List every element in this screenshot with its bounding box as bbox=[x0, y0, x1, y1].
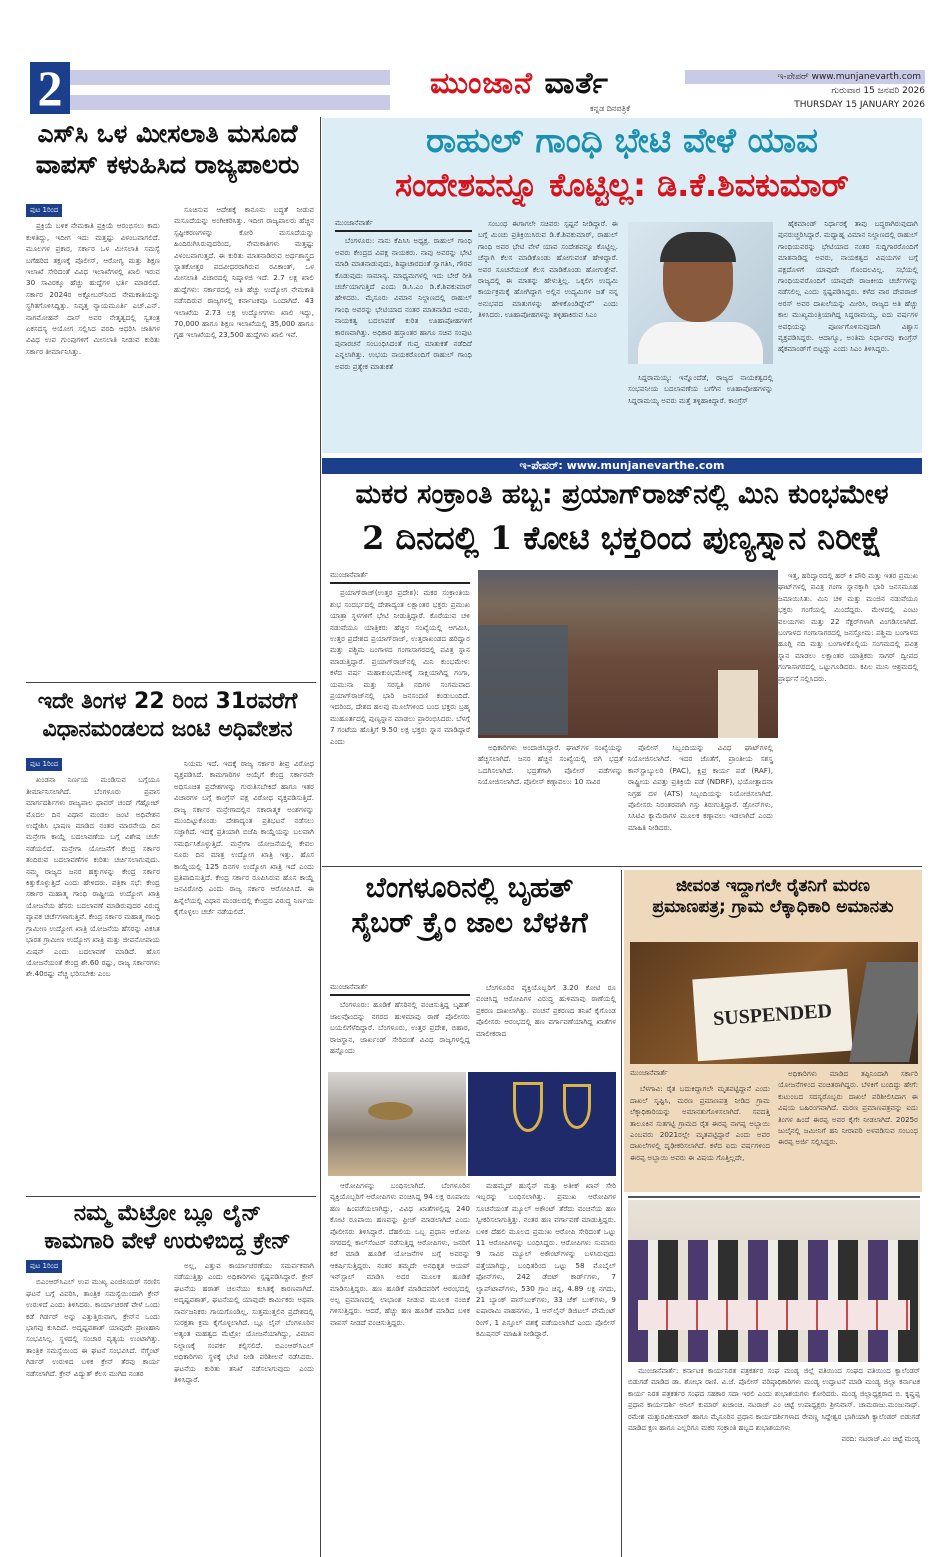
story5-headline[interactable] bbox=[322, 870, 617, 940]
headline-line: ಎಸ್‌ಸಿ ಒಳ ಮೀಸಲಾತಿ ಮಸೂದೆ bbox=[37, 119, 298, 148]
headline-line: ವಿಧಾನಮಂಡಲದ ಜಂಟಿ ಅಧಿವೇಶನ bbox=[42, 716, 293, 742]
continued-tag: ಪುಟ 1ರಿಂದ bbox=[26, 1260, 62, 1273]
article-text: ಸೂಚಿಸುವ ಆದೇಶಕ್ಕೆ ಕಾನೂನು ಬದ್ಧತೆ ನೀಡುವ ಮಸೂದೆಯನ್ನು ಅಂಗೀಕರಿಸಿತ್ತು. ಇದೀಗ ರಾಜ್ಯಪಾಲರು ಹೆಚ್ಚಿನ ಸ್ಪಷ್ಟೀಕರಣಗಳನ್ನು ಕೋರಿ ಮಸೂದೆಯನ್ನು ಹಿಂದಿರುಗಿಸಿರುವುದರಿಂದ, ನೇಮಕಾತಿಗಳು ಮತ್ತಷ್ಟು ವಿಳಂಬವಾಗುತ್ತದೆ. ಈ ಕುರಿತು ಮಾತನಾಡಿರುವ ಅರ್ಥಶಾಸ್ತ್ರದ ಸ್ನಾತಕೋತ್ತರ ಪದವೀಧರರಾಗಿರುವ ರವಿಕಾಂತ್, ಒಳ ಮೀಸಲಾತಿ ವಿಚಾರದಲ್ಲಿ ನಿಷ್ಕಾಳಜಿ ಇದೆ. 2.7 ಲಕ್ಷ ಖಾಲಿ ಹುದ್ದೆಗಳು: ಸರ್ಕಾರದಲ್ಲಿ ಅತಿ ಹೆಚ್ಚು ಉದ್ಯೋಗ ನೇಮಕಾತಿ ನಡೆಸದಿರುವ ರಾಜ್ಯಗಳಲ್ಲಿ ಕರ್ನಾಟಕವೂ ಒಂದಾಗಿದೆ. 43 ಇಲಾಖೆಯ 2.73 ಲಕ್ಷ ಉದ್ಯೋಗಗಳು ಖಾಲಿ ಇದ್ದು, 70,000 ಹಾಗೂ ಶಿಕ್ಷಣ ಇಲಾಖೆಯಲ್ಲಿ 35,000 ಹಾಗೂ ಗೃಹ ಇಲಾಖೆಯಲ್ಲಿ 23,500 ಹುದ್ದೆಗಳು ಖಾಲಿ ಇವೆ. bbox=[174, 205, 314, 340]
headline-line: ಪ್ರಮಾಣಪತ್ರ; ಗ್ರಾಮ ಲೆಕ್ಕಾಧಿಕಾರಿ ಅಮಾನತು bbox=[652, 897, 894, 918]
story7-col2 bbox=[174, 1260, 314, 1550]
article-text: ಇತ್ತ, ಹರಿದ್ವಾರದಲ್ಲಿ ಹರ್ ಕಿ ಪೌರಿ ಮತ್ತು ಇತರ ಪ್ರಮುಖ ಘಾಟ್‌ಗಳಲ್ಲಿ ಪವಿತ್ರ ಗಂಗಾ ಸ್ನಾನಕ್ಕಾಗಿ ಭಾರಿ ಜನಸಮೂಹ ಜಮಾಯಿಸಿತು. ಮಿನಿ ಚಳಿ ಮತ್ತು ಮಂಜಿನ ನಡುವೆಯೂ ಭಕ್ತರು ಗಂಗೆಯಲ್ಲಿ ಮಿಂದೆದ್ದರು. ಮೇಳದಲ್ಲಿ ಎಂಟು ವಲಯಗಳು ಮತ್ತು 22 ಸೆಕ್ಟರ್‌ಗಳಾಗಿ ವಿಂಗಡಿಸಲಾಗಿದೆ. ಬಂಗಾಳದ ಗಂಗಾಸಾಗರದಲ್ಲಿ ಜನಸ್ತೋಮ: ಪಶ್ಚಿಮ ಬಂಗಾಳದ ಹೂಗ್ಲಿ ನದಿ ಮತ್ತು ಬಂಗಾಳಕೊಲ್ಲಿಯ ಸಂಗಮದಲ್ಲಿ ಪವಿತ್ರ ಸ್ನಾನ ಮಾಡಲು ಲಕ್ಷಾಂತರ ಯಾತ್ರಿಕರು ಸಾಗರ್ ದ್ವೀಪದ ಗಂಗಾಸಾಗರದಲ್ಲಿ ಒಟ್ಟುಗೂಡಿದರು. ಕಪಿಲ ಮುನಿ ಆಶ್ರಮದಲ್ಲಿ ಪ್ರಾರ್ಥನೆ ಸಲ್ಲಿಸಿದರು. bbox=[778, 571, 918, 683]
article-text: ಖಂಡನಾ ನಿರ್ಣಯ ಮಂಡಿಸುವ ಬಗ್ಗೆಯೂ ತೀರ್ಮಾನಿಸಲಾಗಿದೆ. ಬೆಂಗಳೂರು ಪ್ರವಾಸ ಮಾರ್ಗದರ್ಶಿಗಳು ರಾಜ್ಯಪಾಲ ಥಾವರ್ ಚಂದ್ ಗೆಹ್ಲೋಟ್ ಮೊದಲ ದಿನ ವಿಧಾನ ಮಂಡಲ ಜಂಟಿ ಅಧಿವೇಶನ ಉದ್ದೇಶಿಸಿ ಭಾಷಣ ಮಾಡಿದ ನಂತರ ಮಾರನೇಯ ದಿನ ಮನ್ರೇಗಾ ಕಾಯ್ದೆ ಬದಲಾವಣೆಯ ಬಗ್ಗೆ ವಿಶೇಷ ಚರ್ಚೆ ನಡೆಯಲಿದೆ. ಮನ್ರೇಗಾ ಯೋಜನೆಗೆ ಕೇಂದ್ರ ಸರ್ಕಾರ ತಂದಿರುವ ಬದಲಾವಣೆಗಳ ಕುರಿತು ಚರ್ಚಿಸಲಾಗುವುದು. ನಮ್ಮ ರಾಜ್ಯದ ಜನರ ಹಕ್ಕುಗಳನ್ನು ಕೇಂದ್ರ ಸರ್ಕಾರ ಕಿತ್ತುಕೊಳ್ಳುತ್ತಿದೆ ಎಂದು ಹೇಳಿದರು. ಪತ್ರಿಕಾ ಸಭೆ: ಕೇಂದ್ರ ಸರ್ಕಾರ ಮಹಾತ್ಮ ಗಾಂಧಿ ರಾಷ್ಟ್ರೀಯ ಉದ್ಯೋಗ ಖಾತ್ರಿ ಯೋಜನೆಯ ಹೆಸರು ಬದಲಾವಣೆ ಮಾಡಿರುವುದರ ವಿರುದ್ಧ ವ್ಯಾಪಕ ಚರ್ಚೆಗಳಾಗುತ್ತಿವೆ. ಕೇಂದ್ರ ಸರ್ಕಾರ ಮಹಾತ್ಮ ಗಾಂಧಿ ಗ್ರಾಮೀಣ ಉದ್ಯೋಗ ಖಾತ್ರಿ ಯೋಜನೆಯ ಹೆಸರನ್ನು ವಿಕಸಿತ ಭಾರತ ಗ್ರಾಮೀಣ ಉದ್ಯೋಗ ಖಾತ್ರಿ ಮತ್ತು ಜೀವನೋಪಾಯ ಮಿಷನ್ ಎಂದು ಬದಲಾವಣೆ ಮಾಡಿದೆ. ಹೊಸ ಯೋಜನೆಯಂತೆ ಕೇಂದ್ರ ಶೇ.60 ರಷ್ಟು, ರಾಜ್ಯ ಸರ್ಕಾರಗಳು ಶೇ.40ರಷ್ಟು ವೆಚ್ಚ ಭರಿಸಬೇಕು ಎಂಬ bbox=[26, 775, 160, 979]
date-block bbox=[685, 70, 925, 112]
date-kannada: ಗುರುವಾರ 15 ಜನವರಿ 2026 bbox=[831, 86, 925, 96]
article-text: ಬೆಂಗಳೂರು: ಹೂಡಿಕೆ ಹೆಸರಿನಲ್ಲಿ ವಂಚಿಸುತ್ತಿದ್ದ ಬೃಹತ್ ಜಾಲವೊಂದನ್ನು ನಗರದ ಹುಳಿಮಾವು ಠಾಣೆ ಪೊಲೀಸರು ಬಯಲಿಗೆಳೆದಿದ್ದಾರೆ. ಬೆಂಗಳೂರು, ಉತ್ತರ ಪ್ರದೇಶ, ಬಿಹಾರ, ರಾಜಸ್ಥಾನ, ಜಾರ್ಖಂಡ್ ಸೇರಿದಂತೆ ವಿವಿಧ ರಾಜ್ಯಗಳಲ್ಲಿದ್ದ ಹನ್ನೊಂದು bbox=[330, 1000, 470, 1056]
byline: ಮುಂಜಾನೆವಾರ್ತೆ bbox=[330, 570, 470, 584]
story3-col3 bbox=[628, 742, 773, 860]
story4-col1 bbox=[26, 758, 160, 1193]
headline-line: ಕಾಮಗಾರಿ ವೇಳೆ ಉರುಳಿಬಿದ್ದ ಕ್ರೇನ್ bbox=[44, 1228, 291, 1254]
story2-col1 bbox=[335, 218, 472, 450]
article-text: ಬೆಂಗಳೂರಿನ ವ್ಯಕ್ತಿಯೊಬ್ಬರಿಗೆ 3.20 ಕೋಟಿ ರೂ ವಂಚಿಸಿದ್ದ ಆರೋಪಿಗಳ ವಿರುದ್ಧ ಹುಳಿಮಾವು ಠಾಣೆಯಲ್ಲಿ ಪ್ರಕರಣ ದಾಖಲಾಗಿತ್ತು. ವಂಚನೆ ಪ್ರಕರಣದ ತನಿಖೆ ಕೈಗೊಂಡ ಪೊಲೀಸರು ಆರಂಭದಲ್ಲಿ ಹಣ ವರ್ಗಾವಣೆಯಾಗಿದ್ದ ಖಾತೆಗಳ ಮಾಲೀಕರಾದ bbox=[476, 983, 616, 1038]
person-shape bbox=[718, 670, 758, 738]
headline-line: ಸೈಬರ್ ಕ್ರೈಂ ಜಾಲ ಬೆಳಕಿಗೆ bbox=[351, 906, 588, 939]
continued-tag: ಪುಟ 1ರಿಂದ bbox=[26, 204, 62, 217]
article-text: ಹೈಕಮಾಂಡ್ ನಿರ್ಧಾರಕ್ಕೆ ತಾವು ಬದ್ಧರಾಗಿರುವುದಾಗಿ ಪುನರುಚ್ಚರಿಸಿದ್ದಾರೆ. ಮಧ್ಯಾಹ್ನ ವಿಮಾನ ನಿಲ್ದಾಣದಲ್ಲಿ ರಾಹುಲ್ ಗಾಂಧಿಯವರನ್ನು ಭೇಟಿಯಾದ ನಂತರ ಸುದ್ದಿಗಾರರೊಂದಿಗೆ ಮಾತನಾಡಿದ್ದ ಅವರು, ನಾಯಕತ್ವದ ವಿಷಯಗಳ ಬಗ್ಗೆ ಪಕ್ಷದೊಳಗೆ ಯಾವುದೇ ಗೊಂದಲವಿಲ್ಲ. ಸಭೆಯಲ್ಲಿ ಗಾಂಧಿಯವರೊಂದಿಗೆ ಯಾವುದೇ ರಾಜಕೀಯ ಚರ್ಚೆಗಳನ್ನು ನಡೆಸಲಿಲ್ಲ ಎಂದು ಸ್ಪಷ್ಟಪಡಿಸಿದ್ದರು. ಕಳೆದ ವಾರ ದೇವರಾಜ್ ಅರಸ್ ಅವರ ದಾಖಲೆಯನ್ನು ಮೀರಿಸಿ, ರಾಜ್ಯದ ಅತಿ ಹೆಚ್ಚು ಕಾಲ ಮುಖ್ಯಮಂತ್ರಿಯಾಗಿದ್ದ ಸಿದ್ದರಾಮಯ್ಯ, ಐದು ವರ್ಷಗಳ ಅವಧಿಯನ್ನು ಪೂರ್ಣಗೊಳಿಸುವುದಾಗಿ ವಿಶ್ವಾಸ ವ್ಯಕ್ತಪಡಿಸಿದ್ದರು. ಆದಾಗ್ಯೂ, ಅಂತಿಮ ನಿರ್ಧಾರವು ಕಾಂಗ್ರೆಸ್ ಹೈಕಮಾಂಡ್‌ಗೆ ಬಿಟ್ಟದ್ದು ಎಂದು ಸಿಎಂ ತಿಳಿಸಿದ್ದರು. bbox=[778, 219, 918, 354]
article-text: ಅಲ್ಲ, ಎತ್ತುವ ಕಾರ್ಯಾಚರಣೆಯು ಸಮರ್ಪಕವಾಗಿ ನಡೆಯುತ್ತಿತ್ತು ಎಂದು ಅಧಿಕಾರಿಗಳು ಸ್ಪಷ್ಟಪಡಿಸಿದ್ದಾರೆ. ಕ್ರೇನ್ ಘಟನೆಯ ಹಠಾತ್ ಚಲನೆಯು ಕುಸಿತಕ್ಕೆ ಕಾರಣವಾಗಿದೆ. ಅದೃಷ್ಟವಶಾತ್, ಘಟನೆಯಲ್ಲಿ ಯಾವುದೇ ಕಾರ್ಮಿಕರು ಅಥವಾ ಸಾರ್ವಜನಿಕರು ಗಾಯಗೊಂಡಿಲ್ಲ. ಸುತ್ತಮುತ್ತಲಿನ ಪ್ರದೇಶದಲ್ಲಿ ಸುರಕ್ಷತಾ ಕ್ರಮ ಕೈಗೊಳ್ಳಲಾಗಿದೆ. ಬ್ಲೂ ಲೈನ್ ಬೆಂಗಳೂರಿನ ಅತ್ಯಂತ ಮಹತ್ವದ ಮೆಟ್ರೋ ಯೋಜನೆಯಾಗಿದ್ದು, ವಿಮಾನ ನಿಲ್ದಾಣಕ್ಕೆ ಸಂಪರ್ಕ ಕಲ್ಪಿಸಲಿದೆ. ಬಿಎಂಆರ್‌ಸಿಎಲ್ ಅಧಿಕಾರಿಗಳು ಸ್ಥಳಕ್ಕೆ ಭೇಟಿ ನೀಡಿ ಪರಿಶೀಲನೆ ನಡೆಸಿದರು. ಘಟನೆಯ ಕುರಿತು ತನಿಖೆ ನಡೆಸಲಾಗುವುದು ಎಂದು ತಿಳಿಸಿದ್ದಾರೆ. bbox=[174, 1261, 314, 1385]
divider bbox=[26, 1196, 316, 1197]
headline-line: ಜೀವಂತ ಇದ್ದಾಗಲೇ ರೈತನಿಗೆ ಮರಣ bbox=[676, 876, 870, 896]
divider bbox=[26, 682, 316, 683]
byline: ಮುಂಜಾನೆವಾರ್ತೆ bbox=[335, 218, 472, 232]
article-text: ಬೆಂಗಳೂರು: ನಾನು ಕೆಪಿಸಿಸಿ ಅಧ್ಯಕ್ಷ. ರಾಹುಲ್ ಗಾಂಧಿ ಅವರು ಕೇಂದ್ರದ ವಿಪಕ್ಷ ನಾಯಕರು. ನಾವು ಅವರನ್ನು ಭೇಟಿ ಮಾಡಿ ಮಾತನಾಡುವುದು, ಶಿಷ್ಟಾಚಾರದಂತೆ ಸ್ವಾಗತಿಸಿ, ಗೌರವ ಕೊಡುವುದು ಸಾಮಾನ್ಯ. ಮಾಧ್ಯಮಗಳಲ್ಲಿ ಇದು ಬೇರೆ ರೀತಿ ಚರ್ಚೆಯಾಗುತ್ತಿದೆ ಎಂದು ಡಿ.ಸಿ.ಎಂ ಡಿ.ಕೆ.ಶಿವಕುಮಾರ್ ಹೇಳಿದರು. ಮೈಸೂರು ವಿಮಾನ ನಿಲ್ದಾಣದಲ್ಲಿ ರಾಹುಲ್ ಗಾಂಧಿ ಅವರನ್ನು ಭೇಟಿಯಾದ ನಂತರ ಮಾತನಾಡಿದ ಅವರು, ನಾಯಕತ್ವ ಬದಲಾವಣೆ ಕುರಿತ ಊಹಾಪೋಹಗಳಿಗೆ ಕಾರಣವಾಗಿತ್ತು. ಅಧಿಕಾರ ಹಸ್ತಾಂತರ ಹಾಗೂ ಸಚಿವ ಸಂಪುಟ ಪುನಾರಚನೆ ಸಂಬಂಧಿಸಿದಂತೆ ಗುಪ್ತ ಮಾತುಕತೆ ನಡೆದಿದೆ ಎನ್ನಲಾಗಿತ್ತು. ಉಭಯ ನಾಯಕರೊಂದಿಗೆ ರಾಹುಲ್ ಗಾಂಧಿ ಅವರು ಪ್ರತ್ಯೇಕ ಮಾತುಕತೆ bbox=[335, 236, 472, 371]
article-text: ಬೆಳಗಾವಿ: ರೈತ ಬದುಕಿದ್ದಾಗಲೇ ಮೃತಪಟ್ಟಿದ್ದಾನೆ ಎಂದು ದಾಖಲೆ ಸೃಷ್ಟಿಸಿ, ಮರಣ ಪ್ರಮಾಣಪತ್ರ ನೀಡಿದ ಗ್ರಾಮ ಲೆಕ್ಕಾಧಿಕಾರಿಯನ್ನು ಅಮಾನತುಗೊಳಿಸಲಾಗಿದೆ. ಸವದತ್ತಿ ತಾಲೂಕಿನ ಸುತಗಟ್ಟಿ ಗ್ರಾಮದ ರೈತ ಈರಪ್ಪ ನಾಗಪ್ಪ ಅಬ್ಬಾಯಿ ಎಂಬವರು 2021ರಲ್ಲೇ ಮೃತಪಟ್ಟಿದ್ದಾರೆ ಎಂದು ಅವರ ದಾಖಲೆಗಳಲ್ಲಿ ದೃಢೀಕರಿಸಲಾಗಿದೆ. ಕಳೆದ ಐದು ವರ್ಷಗಳಿಂದ ಈರಪ್ಪ ಅಬ್ಬಾಯಿ ಅವರು ಈ ವಿಷಯ ಗೊತ್ತಿಲ್ಲದೇ, bbox=[630, 1084, 770, 1162]
story4-headline[interactable] bbox=[20, 688, 315, 743]
headline-line: ಬೆಂಗಳೂರಿನಲ್ಲಿ ಬೃಹತ್ bbox=[365, 871, 574, 904]
article-text: ಬಿಎಂಆರ್‌ಸಿಎಲ್ ಉಪ ಮುಖ್ಯ ಎಂಜಿನಿಯರ್ ಸರಣಿಸ ಘಟನೆ ಬಗ್ಗೆ ವಿವರಿಸಿ, ತಾಂತ್ರಿಕ ಸಮಸ್ಯೆಯಿಂದಾಗಿ ಕ್ರೇನ್ ಉರುಳಿದೆ ಎಂದು ತಿಳಿಸಿದರು. ಕಾರ್ಯಾಚರಣೆ ವೇಳೆ ಒಂದು ಕಡೆ ಗಿರ್ಡರ್ ಅನ್ನು ಎತ್ತುತ್ತಿರುವಾಗ, ಕ್ರೇನ್‌ನ ಒಂದು ಭಾಗವು ಕುಸಿದಿದೆ. ಅದೃಷ್ಟವಶಾತ್ ಯಾವುದೇ ಪ್ರಾಣಹಾನಿ ಸಂಭವಿಸಿಲ್ಲ. ಸ್ಥಳದಲ್ಲಿ ಸಂಚಾರ ವ್ಯತ್ಯಯ ಉಂಟಾಗಿತ್ತು. ತಾಂತ್ರಿಕ ಸಮಸ್ಯೆಯಿಂದ ಈ ಘಟನೆ ಸಂಭವಿಸಿದೆ. ಸೆಗ್ಮೆಂಟ್ ಗಿರ್ಡರ್ ಉರುಳಿದ ಬಳಿಕ ಕ್ರೇನ್ ತೆರವು ಕಾರ್ಯ ನಡೆಸಲಾಗಿದೆ. ಕ್ರೇನ್ ವಿದ್ಯುತ್ ಕೆಲಸ ಮುಗಿದ ನಂತರ bbox=[26, 1277, 160, 1378]
logo-part1: ಮುಂಜಾನೆ bbox=[430, 66, 533, 101]
divider bbox=[628, 1196, 920, 1198]
newspaper-logo[interactable] bbox=[430, 66, 609, 101]
story5-col2 bbox=[476, 982, 616, 1070]
story3-headline-line1[interactable]: ಮಕರ ಸಂಕ್ರಾಂತಿ ಹಬ್ಬ: ಪ್ರಯಾಗ್‌ರಾಜ್‌ನಲ್ಲಿ ಮಿನಿ ಕುಂಭಮೇಳ bbox=[355, 479, 889, 510]
continued-tag: ಪುಟ 1ರಿಂದ bbox=[26, 758, 62, 771]
calendars-shape bbox=[638, 1300, 910, 1330]
story6-headline[interactable] bbox=[624, 876, 922, 919]
kumbh-crowd-photo bbox=[478, 570, 778, 738]
story1-col1 bbox=[26, 204, 160, 674]
column-divider bbox=[320, 117, 321, 1557]
story2-col4 bbox=[778, 218, 918, 450]
logo-part2: ವಾರ್ತೆ bbox=[544, 66, 609, 101]
suspended-photo bbox=[630, 942, 918, 1064]
story2-headline-line2[interactable]: ಸಂದೇಶವನ್ನೂ ಕೊಟ್ಟಿಲ್ಲ: ಡಿ.ಕೆ.ಶಿವಕುಮಾರ್ bbox=[395, 166, 849, 204]
story3-col1 bbox=[330, 570, 470, 860]
story5-col3 bbox=[330, 1180, 470, 1550]
masthead-band bbox=[70, 95, 390, 110]
article-text: ಆರೋಪಿಗಳನ್ನು ಬಂಧಿಸಲಾಗಿದೆ. ಬೆಂಗಳೂರಿನ ವ್ಯಕ್ತಿಯೊಬ್ಬರಿಗೆ ಆರೋಪಿಗಳು ವಂಚಿಸಿದ್ದ 94 ಲಕ್ಷ ರೂಪಾಯಿ ಹಣ ಹಿಂಪಡೆಯಲಾಗಿದ್ದು, ವಿವಿಧ ಖಾತೆಗಳಲ್ಲಿದ್ದ 240 ಕೋಟಿ ರೂಪಾಯಿ ಹಣವನ್ನು ಫ್ರೀಜ್ ಮಾಡಲಾಗಿದೆ ಎಂದು ಪೊಲೀಸರು ತಿಳಿಸಿದ್ದಾರೆ. ದೆಹಲಿಯ ಒಬ್ಬ ಪ್ರಧಾನ ಆರೋಪಿ ನಗರದಲ್ಲಿ ಕಾಲ್‌ಸೆಂಟರ್ ನಡೆಸುತ್ತಿದ್ದ ಆರೋಪಿಗಳು, ಜನರಿಗೆ ಕರೆ ಮಾಡಿ ಹೂಡಿಕೆ ಯೋಜನೆಗಳ ಬಗ್ಗೆ ಅವರನ್ನು ಆಕರ್ಷಿಸುತ್ತಿದ್ದರು. ನಂತರ ತಮ್ಮದೇ ಅನಧಿಕೃತ ಆಯಪ್ ಇನ್‌ಸ್ಟಾಲ್ ಮಾಡಿಸಿ ಅದರ ಮೂಲಕ ಹೂಡಿಕೆ ಮಾಡಿಸುತ್ತಿದ್ದರು. ಹಣ ಹೂಡಿಕೆ ಮಾಡಿದವರಿಗೆ ಆರಂಭದಲ್ಲಿ ಅಲ್ಪ ಪ್ರಮಾಣದಲ್ಲಿ ಲಾಭಾಂಶ ನೀಡುವ ಮೂಲಕ ನಂಬಿಕೆ ಗಳಿಸುತ್ತಿದ್ದರು. ಆದರೆ, ಹೆಚ್ಚು ಹಣ ಹೂಡಿಕೆ ಮಾಡಿದ ಬಳಿಕ ವಾಪಸ್ ನೀಡದೆ ವಂಚಿಸುತ್ತಿದ್ದರು. bbox=[330, 1181, 470, 1327]
story2-headline-line1[interactable]: ರಾಹುಲ್ ಗಾಂಧಿ ಭೇಟಿ ವೇಳೆ ಯಾವ bbox=[426, 121, 818, 161]
story6-col1 bbox=[630, 1068, 770, 1188]
story2-col2 bbox=[478, 218, 618, 450]
article-text: ಅಧಿಕಾರಿಗಳು ಮಾಡಿದ ತಪ್ಪಿನಿಂದಾಗಿ ಸರ್ಕಾರಿ ಯೋಜನೆಗಳಿಂದ ವಂಚಿತರಾಗಿದ್ದರು. ಬೆಳಕಿಗೆ ಬಂದಿದ್ದು ಹೇಗೆ: ಕುಟುಂಬದ ಸದಸ್ಯರೊಬ್ಬರು ದಾಖಲೆ ಪರಿಶೀಲಿಸಿದಾಗ ಈ ವಿಷಯ ಬಹಿರಂಗವಾಗಿದೆ. ಮರಣ ಪ್ರಮಾಣಪತ್ರವನ್ನು ಐದು ತಿಂಗಳ ಹಿಂದೆ ಈರಪ್ಪ ಅವರ ಕೈಗೇ ನೀಡಲಾಗಿದೆ. 2025ರ ಜುಲೈನಲ್ಲಿ ಜಮೀನಿಗೆ ಹನಿ ನೀರಾವರಿ ಅಳವಡಿಸುವ ಸಂಬಂಧ ಈರಪ್ಪ ಅರ್ಜಿ ಸಲ್ಲಿಸಿದ್ದರು. bbox=[778, 1069, 918, 1147]
page-number: 2 bbox=[30, 62, 70, 114]
laptop-shape bbox=[849, 962, 918, 1062]
headline-line: ವಾಪಸ್ ಕಳುಹಿಸಿದ ರಾಜ್ಯಪಾಲರು bbox=[35, 150, 300, 180]
story7-headline[interactable] bbox=[20, 1200, 315, 1255]
article-text: ಸಂಬಂಧ ಈಗಾಗಲೇ ಸಚಿವರು ಸ್ಪಷ್ಟನೆ ನೀಡಿದ್ದಾರೆ. ಈ ಬಗ್ಗೆ ಮಿಂಚು ಪ್ರತಿಕ್ರಿಯಿಸಿರುವ ಡಿ.ಕೆ.ಶಿವಕುಮಾರ್, ರಾಹುಲ್ ಗಾಂಧಿ ಅವರ ಭೇಟಿ ವೇಳೆ ಯಾವ ಸಂದೇಶವನ್ನೂ ಕೊಟ್ಟಿಲ್ಲ. ಚೆನ್ನಾಗಿ ಕೆಲಸ ಮಾಡಿಕೊಂಡು ಹೋಗುವಂತೆ ಹೇಳಿದ್ದಾರೆ. ಅವರ ಸೂಚನೆಯಂತೆ ಕೆಲಸ ಮಾಡಿಕೊಂಡು ಹೋಗುತ್ತೇವೆ. ರಾಜ್ಯದಲ್ಲಿ ಈ ಮಾತನ್ನು ಹೇಳುತ್ತಿಲ್ಲ. ಒಕ್ಕಲಿಗ ಉದ್ಯಮಿ ಕಾರ್ಯಕ್ರಮಕ್ಕೆ ಹೋಗಿದ್ದಾಗ ಅಲ್ಲಿನ ಉದ್ಯಮಿಗಳ ಜತೆ ನನ್ನ ಅನುಭವದ ಮಾತುಗಳನ್ನು ಹೇಳಿಕೊಂಡಿದ್ದೇನೆ" ಎಂದು ತಿಳಿಸಿದರು. ಊಹಾಪೋಹಗಳನ್ನು ತಳ್ಳಿಹಾಕಿರುವ ಸಿಎಂ bbox=[478, 219, 618, 320]
byline: ಮುಂಜಾನೆವಾರ್ತೆ bbox=[630, 1069, 668, 1077]
caption-text: ಮುಂಜಾನೆವಾರ್ತೆ: ಕರ್ನಾಟಕ ಕಾರ್ಯನಿರತ ಪತ್ರಕರ್ತರ ಸಂಘ ಮಂಡ್ಯ ಜಿಲ್ಲೆ ವತಿಯಿಂದ ಸಂಘದ ವತಿಯಿಂದ ಕ್ಯಾಲೆಂಡರ್ ಬಿಡುಗಡೆ ಮಾಡಿದ ಡಾ. ಶೋಭಾ ರಾಣಿ. ವಿ.ಜೆ. ಪೊಲೀಸ್ ವರಿಷ್ಠಾಧಿಕಾರಿಗಳು ಮಂಡ್ಯ ಉದ್ಘಾಟನೆ ಮಾಡಿ ಮಂಡ್ಯ ಜಿಲ್ಲಾ ಕರ್ನಾಟಕ ಕಾರ್ಯ ನಿರತ ಪತ್ರಕರ್ತರ ಸಂಘದ ಸಹಕಾರ ಸದಾ ಇರಲಿ ಎಂದು ಶುಭಾಶಯಗಳು ಕೋರಿದರು. ಮಂಡ್ಯ ಜಿಲ್ಲಾಧ್ಯಕ್ಷರಾದ ಬಿ. ಕೃಷ್ಣಪ್ಪ ಪ್ರಧಾನ ಕಾರ್ಯದರ್ಶಿ ಅನಿಲ್ ಕುಮಾರ್ ಖಜಾಂಚಿ. ನಟರಾಜ್ ಎಂ ಚಿಟ್ಟೆ ಉಪಾಧ್ಯಕ್ಷರು ಶ್ರೀನಿವಾಸ್. ಚಾಮರಾಜು.ಮಂಜುನಾಥ್. ರಮೇಶ ಮತ್ತುರವಿಕುಮಾರ್ ಹಾಗೂ ಮೈಸೂರಿನ ಪ್ರಧಾನ ಕಾರ್ಯದರ್ಶಿಗಳಾದ ರೇವಣ್ಣ ಸಿದ್ದೇಶ್ವರ ಭಾಗಿಯಾಗಿ ಕ್ಯಾಲೆಂಡರ್ ಬಿಡುಗಡೆ ಮಾಡಿದ ಕ್ಷಣ ಹಾಗೂ ಎಲ್ಲರಿಗೂ ಮಕರ ಸಂಕ್ರಾಂತಿ ಹಬ್ಬದ ಶುಭಾಶಯಗಳು bbox=[628, 1367, 920, 1433]
masthead-band bbox=[70, 70, 390, 85]
necklace-shape bbox=[513, 1082, 543, 1132]
river-shape bbox=[478, 625, 568, 735]
headline-line: ಇದೇ ತಿಂಗಳ 22 ರಿಂದ 31ರವರೆಗೆ bbox=[37, 689, 298, 714]
police-hat-shape bbox=[368, 1102, 413, 1120]
story3-headline-line2[interactable]: 2 ದಿನದಲ್ಲಿ 1 ಕೋಟಿ ಭಕ್ತರಿಂದ ಪುಣ್ಯಸ್ನಾನ ನಿರೀಕ್ಷೆ bbox=[362, 519, 882, 557]
date-english: THURSDAY 15 JANUARY 2026 bbox=[794, 100, 925, 110]
website-link[interactable]: ಇ-ಪೇಪರ್ www.munjanevarth.com bbox=[777, 72, 921, 82]
photo-caption bbox=[628, 1366, 920, 1482]
story1-headline[interactable] bbox=[20, 118, 315, 181]
suspended-sign: SUSPENDED bbox=[692, 969, 852, 1062]
police-photo bbox=[328, 1072, 466, 1176]
article-text: ಪ್ರಯಾಗ್‌ರಾಜ್(ಉತ್ತರ ಪ್ರದೇಶ): ಮಕರ ಸಂಕ್ರಾಂತಿಯ ಶುಭ ಸಂದರ್ಭದಲ್ಲಿ ದೇಶಾದ್ಯಂತ ಲಕ್ಷಾಂತರ ಭಕ್ತರು ಪ್ರಮುಖ ಯಾತ್ರಾ ಸ್ಥಳಗಳಿಗೆ ಭೇಟಿ ನೀಡುತ್ತಿದ್ದಾರೆ. ಕೊರೆಯುವ ಚಳಿ ನಡುವೆಯೂ ಯಾತ್ರಿಕರು ಹೆಚ್ಚಿನ ಸಂಖ್ಯೆಯಲ್ಲಿ ಆಗಮಿಸಿ, ಉತ್ತರ ಪ್ರದೇಶದ ಪ್ರಯಾಗ್‌ರಾಜ್, ಉತ್ತರಾಖಂಡದ ಹರಿದ್ವಾರ ಮತ್ತು ಪಶ್ಚಿಮ ಬಂಗಾಳದ ಗಂಗಾಸಾಗರದಲ್ಲಿ ಪವಿತ್ರ ಸ್ನಾನ ಮಾಡುತ್ತಿದ್ದಾರೆ. ಪ್ರಯಾಗ್‌ರಾಜ್‌ನಲ್ಲಿ ಮಿನಿ ಕುಂಭಮೇಳ: ಕಳೆದ ವರ್ಷ ಮಹಾಕುಂಭಮೇಳಕ್ಕೆ ಸಾಕ್ಷಿಯಾಗಿದ್ದ ಗಂಗಾ, ಯಮುನಾ ಮತ್ತು ಸರಸ್ವತಿ ನದಿಗಳ ಸಂಗಮವಾದ ಪ್ರಯಾಗ್‌ರಾಜ್‌ನಲ್ಲಿ ಭಾರಿ ಜನಸಂದಣಿ ಕಂಡುಬಂದಿದೆ. ಇದರಿಂದ, ದೇಶದ ಹಲವು ಮೂಲೆಗಳಿಂದ ಬಂದ ಭಕ್ತರು ಬ್ರಹ್ಮ ಮುಹೂರ್ತದಲ್ಲಿ ಪುಣ್ಯಸ್ನಾನ ಮಾಡಲು ಪ್ರಾರಂಭಿಸಿದರು. ಬೆಳಗ್ಗೆ 7 ಗಂಟೆಯ ಹೊತ್ತಿಗೆ 9.50 ಲಕ್ಷ ಭಕ್ತರು ಸ್ನಾನ ಮಾಡಿದ್ದಾರೆ ಎಂದು bbox=[330, 588, 470, 746]
story5-col4 bbox=[476, 1180, 616, 1550]
story7-col1 bbox=[26, 1260, 160, 1550]
necklace-shape bbox=[563, 1084, 591, 1129]
story2-col3 bbox=[628, 372, 773, 450]
article-text: ಪೊಲೀಸ್ ಸಿಬ್ಬಂದಿಯನ್ನು ವಿವಿಧ ಘಾಟ್‌ಗಳಲ್ಲಿ ನಿಯೋಜಿಸಲಾಗಿದೆ. ಇದರ ಜೊತೆಗೆ, ಪ್ರಾಂತೀಯ ಸಶಸ್ತ್ರ ಕಾನ್‌ಸ್ಟಾಬ್ಯುಲರಿ (PAC), ಕ್ಷಿಪ್ರ ಕಾರ್ಯ ಪಡೆ (RAF), ರಾಷ್ಟ್ರೀಯ ವಿಪತ್ತು ಪ್ರತಿಕ್ರಿಯೆ ಪಡೆ (NDRF), ಭಯೋತ್ಪಾದನಾ ನಿಗ್ರಹ ದಳ (ATS) ಸಿಬ್ಬಂದಿಯನ್ನು ನಿಯೋಜಿಸಲಾಗಿದೆ. ಪೊಲೀಸರು ನಿರಂತರವಾಗಿ ಗಸ್ತು ತಿರುಗುತ್ತಿದ್ದಾರೆ. ಡ್ರೋನ್‌ಗಳು, ಸಿಸಿಟಿವಿ ಕ್ಯಾಮೆರಾಗಳ ಮೂಲಕ ಕಣ್ಗಾವಲು ಇಡಲಾಗಿದೆ ಎಂದು ಮಾಹಿತಿ ನೀಡಿದರು. bbox=[628, 743, 773, 832]
article-text: ಅಧಿಕಾರಿಗಳು ಅಂದಾಜಿಸಿದ್ದಾರೆ. ಘಾಟ್‌ಗಳ ಸಂಖ್ಯೆಯನ್ನು ಹೆಚ್ಚಿಸಲಾಗಿದೆ. ಜನರ ಹೆಚ್ಚಿನ ಸಂಖ್ಯೆಯಲ್ಲಿ ಬಿಗಿ ಭದ್ರತೆ ಒದಗಿಸಲಾಗಿದೆ. ಭದ್ರತೆಗಾಗಿ ಪೊಲೀಸ್ ಪಡೆಗಳನ್ನು ನಿಯೋಜಿಸಲಾಗಿದೆ. ಪೊಲೀಸ್ ಕಣ್ಗಾವಲು: 10 ಸಾವಿರ bbox=[478, 743, 623, 787]
story6-col2 bbox=[778, 1068, 918, 1188]
article-text: ಮಹಮ್ಮದ್ ಹುಸೈನ್ ಮತ್ತು ಅತೀಕ್ ಖಾನ್ ಸೇರಿ ಇಬ್ಬರನ್ನು ಬಂಧಿಸಲಾಗಿತ್ತು. ಪ್ರಮುಖ ಆರೋಪಿಗಳ ಸೂಚನೆಯಂತೆ ಮ್ಯೂಲ್ ಅಕೌಂಟ್ ತೆರೆದು ವಂಚನೆಯ ಹಣ ಸ್ವೀಕರಿಸಲಾಗುತ್ತಿತ್ತು. ನಂತರ ಹಣ ವರ್ಗಾವಣೆ ಮಾಡುತ್ತಿದ್ದರು. ಬಳಿಕ ದೆಹಲಿ ಮೂಲದ ಪ್ರಮುಖ ಆರೋಪಿ ಸೇರಿದಂತೆ ಒಟ್ಟು 11 ಆರೋಪಿಗಳನ್ನು ಬಂಧಿಸಿದ್ದರು. ಆರೋಪಿಗಳು ಸುಮಾರು 9 ಸಾವಿರ ಮ್ಯೂಲ್ ಅಕೌಂಟ್‌ಗಳನ್ನು ಬಳಸಿರುವುದು ಪತ್ತೆಯಾಗಿದ್ದು, ಬಂಧಿತರಿಂದ ಒಟ್ಟು 58 ಮೊಬೈಲ್ ಫೋನ್‌ಗಳು, 242 ಡೆಬಿಟ್ ಕಾರ್ಡ್‌ಗಳು, 7 ಲ್ಯಾಪ್‌ಟಾಪ್‌ಗಳು, 530 ಗ್ರಾಂ ಚಿನ್ನ, 4.89 ಲಕ್ಷ ನಗದು, 21 ಬ್ಯಾಂಕ್ ಪಾಸ್‌ಬುಕ್‌ಗಳು, 33 ಚೆಕ್ ಬುಕ್‌ಗಳು, 9 ಐಷಾರಾಮಿ ವಾಹನಗಳು, 1 ಆನ್‌ಲೈನ್ ಡಿಜಿಟಲ್ ಪೇಮೆಂಟ್ ರಿಂಗ್, 1 ಪಿಸ್ತೂಲ್ ವಶಕ್ಕೆ ಪಡೆಯಲಾಗಿದೆ ಎಂದು ಪೊಲೀಸ್ ಕಮಿಷನರ್ ಮಾಹಿತಿ ನೀಡಿದ್ದಾರೆ. bbox=[476, 1181, 616, 1339]
byline: ಮುಂಜಾನೆವಾರ್ತೆ bbox=[330, 982, 470, 996]
seized-jewellery-photo bbox=[468, 1072, 616, 1176]
story3-col2 bbox=[478, 742, 623, 860]
caption-credit: ವರದಿ: ನಟರಾಜ್.ಎಂ ಚಿಟ್ಟೆ ಮಂಡ್ಯ bbox=[841, 1435, 920, 1444]
story3-col4 bbox=[778, 570, 918, 860]
hair-shape bbox=[660, 232, 736, 262]
headline-line: ನಮ್ಮ ಮೆಟ್ರೋ ಬ್ಲೂ ಲೈನ್ bbox=[73, 1201, 262, 1226]
calendar-release-photo bbox=[628, 1200, 920, 1362]
column-divider bbox=[621, 870, 622, 1557]
divider bbox=[322, 866, 922, 867]
story1-col2 bbox=[174, 204, 314, 674]
epaper-banner[interactable]: ಇ-ಪೇಪರ್: www.munjanevarthe.com bbox=[322, 458, 922, 474]
logo-tagline: ಕನ್ನಡ ದಿನಪತ್ರಿಕೆ bbox=[590, 104, 631, 113]
shirt-shape bbox=[638, 322, 763, 364]
article-text: ಪ್ರಕ್ರಿಯೆ ಬಳಿಕ ನೇಮಕಾತಿ ಪ್ರಕ್ರಿಯೆ ಆರಂಭಿಸಲು ಕಾದು ಕುಳಿತಿದ್ದು, ಇದೀಗ ಇದು ಮತ್ತಷ್ಟು ವಿಳಂಬವಾಗಲಿದೆ. ಮೂಲಗಳ ಪ್ರಕಾರ, ಸರ್ಕಾರ ಒಳ ಮೀಸಲಾತಿ ಸಮಸ್ಯೆ ಬಗೆಹರಿದ ತಕ್ಷಣಕ್ಕೆ ಪೊಲೀಸ್, ಆರೋಗ್ಯ ಮತ್ತು ಶಿಕ್ಷಣ ಇಲಾಖೆ ಸೇರಿದಂತೆ ವಿವಿಧ ಇಲಾಖೆಗಳಲ್ಲಿ ಖಾಲಿ ಇರುವ 30 ಸಾವಿರಕ್ಕೂ ಹೆಚ್ಚು ಹುದ್ದೆಗಳ ಭರ್ತಿ ಮಾಡಲಿದೆ. ಸರ್ಕಾರ 2024ರ ಅಕ್ಟೋಬರ್‌ನಿಂದ ನೇಮಕಾತಿಯನ್ನು ಸ್ಥಗಿತಗೊಳಿಸಿದ್ದಿತ್ತು. ನಿವೃತ್ತ ನ್ಯಾಯಮೂರ್ತಿ ಎಚ್.ಎನ್. ನಾಗಮೋಹನ್ ದಾಸ್ ಅವರ ನೇತೃತ್ವದಲ್ಲಿ ಸ್ವತಂತ್ರ ಏಕಸದಸ್ಯ ಆಯೋಗ ಸಲ್ಲಿಸಿದ ವರದಿ ಆಧರಿಸಿ ಜಾತಿಗಳ ವಿವಿಧ ಉಪ ಗುಂಪುಗಳಿಗೆ ಮೀಸಲಾತಿ ನೀಡುವ ಕುರಿತು ಸರ್ಕಾರ ತೀರ್ಮಾನಿಸಿತ್ತು. bbox=[26, 221, 160, 356]
article-text: ನಿಯಮ ಇದೆ. ಇದಕ್ಕೆ ರಾಜ್ಯ ಸರ್ಕಾರ ತೀವ್ರ ವಿರೋಧ ವ್ಯಕ್ತಪಡಿಸಿದೆ. ಕಾಮಗಾರಿಗಳ ಆಯ್ಕೆಗೆ ಕೇಂದ್ರ ಸರ್ಕಾರವೇ ಅಧಿಸೂಚಿತ ಪ್ರದೇಶಗಳನ್ನು ಗುರುತಿಸಬೇಕಿದೆ ಹಾಗೂ ಇತರ ವಿಚಾರಗಳ ಬಗ್ಗೆ ಕಾಂಗ್ರೆಸ್ ಪಕ್ಷ ವಿರೋಧ ವ್ಯಕ್ತಪಡಿಸುತ್ತಿದೆ. ರಾಜ್ಯ ಸರ್ಕಾರ ಮನ್ರೇಗಾದಲ್ಲಿನ ಸಕಾರಾತ್ಮಕ ಅಂಶಗಳನ್ನು ಮುಂದಿಟ್ಟುಕೊಂಡು ದೇಶಾದ್ಯಂತ ಪ್ರತಿಭಟನೆ ನಡೆಸಲು ಸಜ್ಜಾಗಿದೆ. ಇದಕ್ಕೆ ಪ್ರತಿಯಾಗಿ ಬಿಜೆಪಿ ಕಾಯ್ದೆಯನ್ನು ಬಲವಾಗಿ ಸಮರ್ಥಿಸಿಕೊಳ್ಳುತ್ತಿದೆ. ಮನ್ರೇಗಾ ಯೋಜನೆಯಲ್ಲಿ ಕೇವಲ ನೂರು ದಿನ ಮಾತ್ರ ಉದ್ಯೋಗ ಖಾತ್ರಿ ಇತ್ತು. ಹೊಸ ಕಾಯ್ದೆಯಲ್ಲಿ 125 ದಿನಗಳ ಉದ್ಯೋಗ ಖಾತ್ರಿ ಇದೆ ಎಂದು ಪ್ರತಿಪಾದಿಸುತ್ತಿದೆ. ಕೇಂದ್ರ ಸರ್ಕಾರ ರೂಪಿಸಿರುವ ಹೊಸ ಕಾಯ್ದೆ ಜನವಿರೋಧಿ ಎಂದು ರಾಜ್ಯ ಸರ್ಕಾರ ಆರೋಪಿಸಿದೆ. ಈ ಹಿನ್ನೆಲೆಯಲ್ಲಿ ವಿಧಾನ ಮಂಡಲದಲ್ಲಿ ಕೇಂದ್ರದ ವಿರುದ್ಧ ನಿರ್ಣಯ ಕೈಗೊಳ್ಳಲು ಚರ್ಚೆ ನಡೆಯಲಿದೆ. bbox=[174, 759, 314, 917]
dk-shivakumar-photo bbox=[628, 222, 773, 364]
article-text: ಸಿದ್ದರಾಮಯ್ಯ: ಇನ್ನೊಂದೆಡೆ, ರಾಜ್ಯದ ನಾಯಕತ್ವದಲ್ಲಿ ಸಂಭವನೀಯ ಬದಲಾವಣೆಯ ಬಗೆಗಿನ ಊಹಾಪೋಹಗಳನ್ನು ಸಿದ್ದರಾಮಯ್ಯ ಅವರು ಮತ್ತೆ ತಳ್ಳಿಹಾಕಿದ್ದಾರೆ. ಕಾಂಗ್ರೆಸ್ bbox=[628, 373, 773, 405]
story4-col2 bbox=[174, 758, 314, 1193]
story5-col1 bbox=[330, 982, 470, 1070]
